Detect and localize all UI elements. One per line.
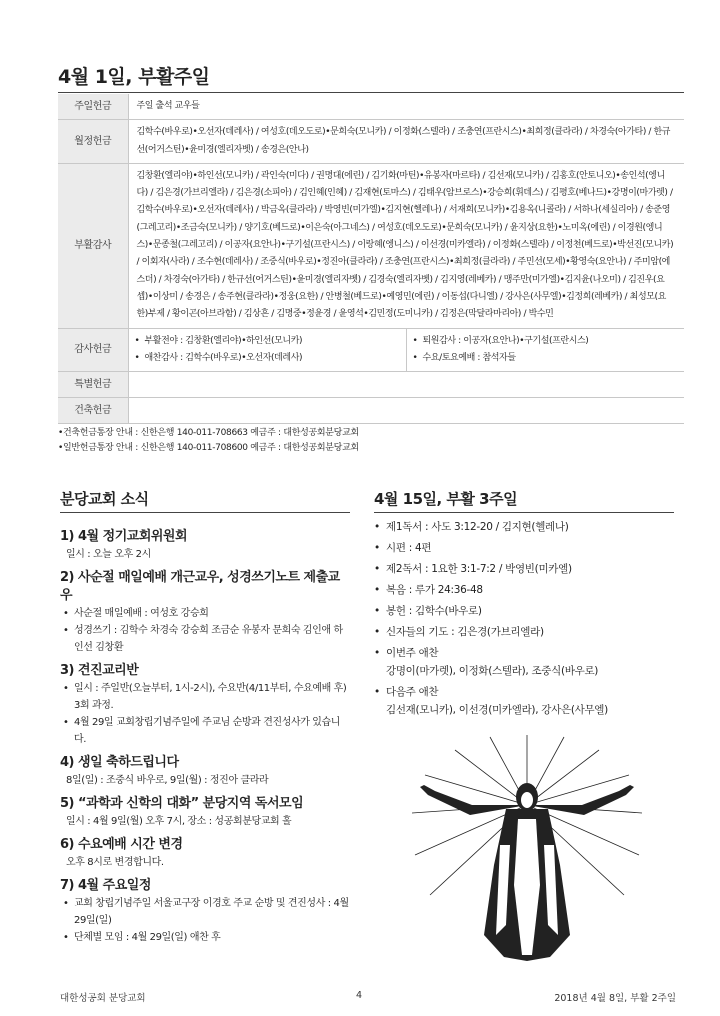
list-item-text: • 이번주 애찬 [386, 647, 439, 659]
risen-christ-illustration [410, 735, 645, 970]
list-item [374, 518, 674, 536]
news-heading: 1) 4월 정기교회위원회 [60, 529, 188, 544]
news-item [60, 877, 350, 946]
news-heading: 7) 4월 주요일정 [60, 878, 151, 893]
row-label: 건축헌금 [58, 398, 128, 424]
next-sunday-title: 4월 15일, 부활 3주일 [374, 490, 518, 508]
news-line: 일시 : 4월 9일(월) 오후 7시, 장소 : 성공회분당교회 홀 [66, 816, 292, 827]
news-bullet: • 성경쓰기 : 김학수 차경숙 강승희 조금순 유봉자 문희숙 김인애 하인선 김창환 [60, 622, 350, 656]
list-item-text: 신자들의 기도 : 김은경(가브리엘라) [386, 626, 544, 638]
news-line: 8일(일) : 조중식 바우로, 9일(월) : 정진아 클라라 [66, 775, 269, 786]
row-label: 감사헌금 [58, 328, 128, 372]
row-value: 김학수(바우로)•오선자(데레사) / 여성호(데오도로)•문희숙(모니카) / 이정화(스텔라) / 조충연(프란시스)•최희정(클라라) / 차경숙(아가타) / 한규선(어거스틴)•윤미경(엘리자벳) / 송경은(안나) [128, 120, 684, 164]
list-item [374, 539, 674, 557]
list-item-text: 복음 : 루가 24:36-48 [386, 584, 483, 596]
row-value: 주일 출석 교우들 [128, 94, 684, 120]
news-bullet: • 일시 : 주일반(오늘부터, 1시-2시), 수요반(4/11부터, 수요예배 후) 3회 과정. [60, 680, 350, 714]
list-item-text: 제1독서 : 사도 3:12-20 / 김지현(헬레나) [386, 521, 569, 533]
list-item [374, 644, 674, 680]
news-list [60, 522, 350, 946]
news-heading: 3) 견진교리반 [60, 663, 139, 678]
row-label: 특별헌금 [58, 372, 128, 398]
news-item [60, 528, 350, 563]
page-title: 4월 1일, 부활주일 [58, 66, 210, 88]
news-bullet: • 사순절 매일예배 : 여성호 강승희 [60, 605, 350, 622]
news-heading: 4) 생일 축하드립니다 [60, 755, 179, 770]
row-value [128, 398, 684, 424]
table-row [58, 372, 684, 398]
bank-notes [58, 426, 359, 456]
row-value: 김창환(엘리야)•하인선(모니카) / 곽인숙(미다) / 권명대(에린) / 김기화(마틴)•유봉자(마르타) / 김선재(모니카) / 김홍호(안토니오)•송인석(엥니다) / 김은경(가브리엘라) / 김은경(소피아) / 김인혜(인혜) / 김재현(토마스) / 김태우(암브로스)•강승희(휘데스) / 김평호(베나드)•강명이(마가렛) / 김학수(바우로)•오선자(데레사) / 박금옥(클라라) / 박영빈(미가엘)•김지현(헬레나) / 서재희(모니카)•김용옥(니콜라) / 서하나(세실리아) / 송준영(그레고리)•조금숙(모니카) / 양기호(베드로)•이은숙(아그네스) / 여성호(데오도로)•문희숙(모니카) / 윤지상(요한)•노미옥(에린) / 이경원(엥니스)•문종철(그레고리) / 이공자(요안나)•구기설(프란시스) / 이랑혜(엥니스) / 이선경(미카엘라) / 이정화(스텔라) / 이정천(베드로)•박선진(모니카) / 이회자(사라) / 조수현(데레사) / 조중식(바우로)•정진아(클라라) / 조충연(프란시스)•최희정(클라라) / 주민선(모세)•황영숙(요안나) / 주미암(에스더) / 차경숙(아가타) / 한규선(어거스틴)•윤미경(엘리자벳) / 김경숙(엘리자벳) / 김지영(레베카) / 맹주만(미가엘)•김지윤(나오미) / 김진우(요셉)•이상미 / 송경은 / 송주현(클라라)•정웅(요한) / 안병철(베드로)•예영민(에린) / 이동섭(다니엘) / 강사은(사무엘)•김정희(레베카) / 최성모(요한)부제 / 황이곤(아브라함) / 김상흔 / 김명중•정윤경 / 윤영석•김민정(도미니카) / 김정은(막달라마리아) / 박수민 [128, 163, 684, 328]
list-item [374, 602, 674, 620]
list-item: • 애찬감사 : 김학수(바우로)•오선자(데레사) [135, 350, 400, 367]
row-value [128, 372, 684, 398]
list-item: • 퇴원감사 : 이공자(요안나)•구기설(프란시스) [413, 333, 679, 350]
row-label: 월정헌금 [58, 120, 128, 164]
title-divider [58, 92, 684, 93]
news-item [60, 662, 350, 748]
news-heading: 6) 수요예배 시간 변경 [60, 837, 183, 852]
news-bullet: • 4월 29일 교회창립기념주일에 주교님 순방과 견진성사가 있습니다. [60, 714, 350, 748]
news-heading: 5) “과학과 신학의 대화” 분당지역 독서모임 [60, 796, 304, 811]
table-row [58, 120, 684, 164]
news-bullet: • 교회 창립기념주일 서울교구장 이경호 주교 순방 및 견진성사 : 4월 29일(일) [60, 895, 350, 929]
footer-church-name: 대한성공회 분당교회 [60, 993, 146, 1004]
row-value-right [406, 328, 684, 372]
list-item-text: 제2독서 : 1요한 3:1-7:2 / 박영빈(미카엘) [386, 563, 572, 575]
bank-note: •일반헌금통장 안내 : 신한은행 140-011-708600 예금주 : 대한성공회분당교회 [58, 443, 359, 453]
list-item-text: • 다음주 애찬 [386, 686, 439, 698]
news-item [60, 836, 350, 871]
list-item-sub: 김선재(모니카), 이선경(미카엘라), 강사은(사무엘) [386, 704, 608, 716]
news-divider [60, 512, 350, 513]
news-item [60, 754, 350, 789]
list-item [374, 581, 674, 599]
news-line: 오후 8시로 변경합니다. [66, 857, 164, 868]
news-item [60, 795, 350, 830]
offering-table [58, 94, 684, 424]
list-item-text: 시편 : 4편 [386, 542, 432, 554]
news-item [60, 569, 350, 656]
next-sunday-list [374, 518, 674, 722]
list-item [374, 683, 674, 719]
table-row [58, 328, 684, 372]
list-item [374, 623, 674, 641]
news-heading: 2) 사순절 매일예배 개근교우, 성경쓰기노트 제출교우 [60, 570, 340, 603]
next-sunday-divider [374, 512, 674, 513]
news-title: 분당교회 소식 [60, 490, 149, 508]
news-line: 일시 : 오늘 오후 2시 [66, 549, 151, 560]
row-label: 부활감사 [58, 163, 128, 328]
row-value-left [128, 328, 406, 372]
bank-note: •건축헌금통장 안내 : 신한은행 140-011-708663 예금주 : 대한성공회분당교회 [58, 428, 359, 438]
table-row [58, 398, 684, 424]
row-label: 주일헌금 [58, 94, 128, 120]
list-item-text: 봉헌 : 김학수(바우로) [386, 605, 482, 617]
list-item: • 수요/토요예배 : 참석자들 [413, 350, 679, 367]
table-row [58, 94, 684, 120]
list-item [374, 560, 674, 578]
list-item: • 부활전야 : 김창환(엘리야)•하인선(모니카) [135, 333, 400, 350]
list-item-sub: 강명이(마가렛), 이정화(스텔라), 조중식(바우로) [386, 665, 599, 677]
table-row [58, 163, 684, 328]
footer-date: 2018년 4월 8일, 부활 2주일 [554, 993, 676, 1004]
footer-page-number: 4 [356, 990, 363, 1001]
news-bullet: • 단체별 모임 : 4월 29일(일) 애찬 후 [60, 929, 350, 946]
